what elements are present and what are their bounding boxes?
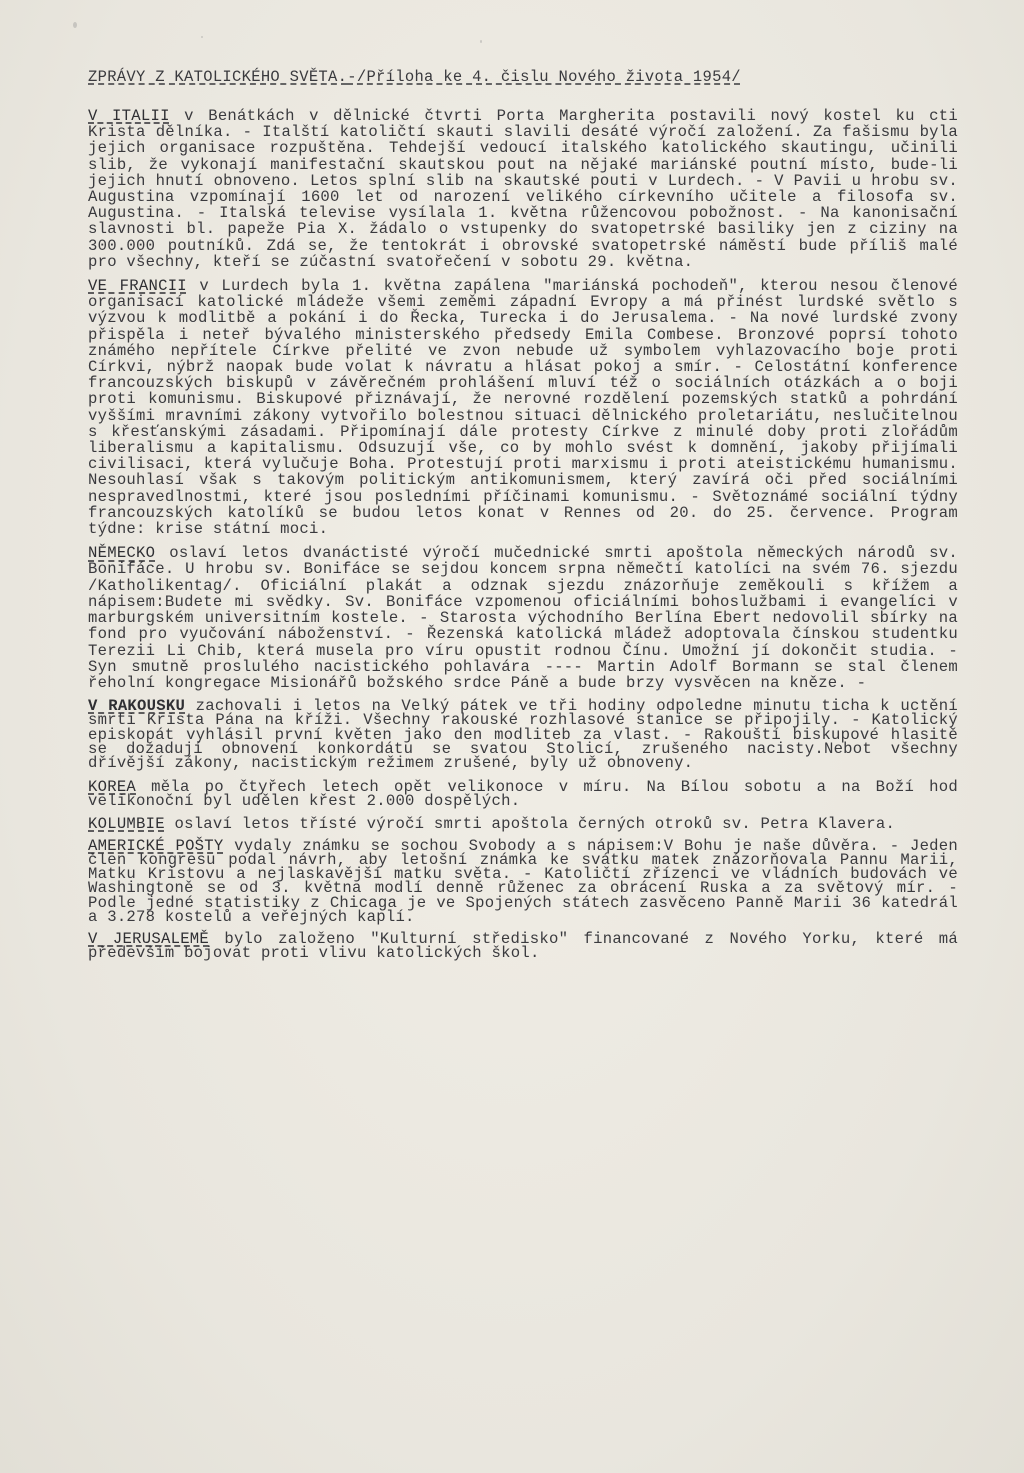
header-title: ZPRÁVY Z KATOLICKÉHO SVĚTA. <box>88 68 348 86</box>
section-heading: AMERICKÉ POŠTY <box>88 836 224 855</box>
section-france <box>88 278 958 537</box>
section-italy <box>88 108 958 270</box>
paper-speck <box>73 22 77 28</box>
section-jerusalem <box>88 929 958 963</box>
section-heading: V JERUSALEMĚ <box>88 929 210 948</box>
article-body <box>88 108 958 968</box>
section-text: oslaví letos dvanáctisté výročí mučednické smrti apoštola německých národů sv. Bonifáce. U hrobu sv. Bonifáce se sejdou koncem srpna němečtí katolíci na svém 76. sjezdu /Katholikentag/. Oficiální plakát a odznak sjezdu znázorňuje zeměkouli s křížem a nápisem:Budete mi svědky. Sv. Bonifáce vzpomenou oficiálními bohoslužbami i evangelíci v marburgském universitním kostele. - Starosta východního Berlína Ebert nedovolil sbírky na fond pro vyučování náboženství. - Řezenská katolická mládež adoptovala čínskou studentku Terezii Li Chib, která musela pro víru opustit rodnou Čínu. Umožní jí dokončit studia. - Syn smutně proslulého nacistického pohlavára ---- Martin Adolf Bormann se stal členem řeholní kongregace Misionářů božského srdce Páně a bude brzy vysvěcen na kněze. - <box>88 544 958 692</box>
section-germany <box>88 545 958 691</box>
section-korea <box>88 778 958 811</box>
section-heading: KOREA <box>88 778 137 797</box>
section-heading: V ITALII <box>88 107 170 125</box>
section-heading: VE FRANCII <box>88 277 187 296</box>
section-usa <box>88 836 958 926</box>
section-colombia <box>88 814 958 833</box>
section-text: bylo založeno "Kulturní středisko" financované z Nového Yorku, které má především bojovat proti vlivu katolických škol. <box>88 929 958 963</box>
section-text: vydaly známku se sochou Svobody a s nápisem:V Bohu je naše důvěra. - Jeden člen kongresu podal návrh, aby letošní známka ke svátku matek znázorňovala Pannu Marii, Matku Kristovu a nejlaskavější matku světa. - Katoličtí zřízenci ve vládních budovách ve Washingtoně se od 3. května modlí denně růženec za obrácení Ruska a za světový mír. - Podle jedné statistiky z Chicaga je ve Spojených státech zasvěceno Panně Marii 36 katedrál a 3.278 kostelů a veřejných kaplí. <box>88 836 958 926</box>
section-text: v Benátkách v dělnické čtvrti Porta Margherita postavili nový kostel ku cti Krista dělníka. - Italští katoličtí skauti slavili desáté výročí založení. Za fašismu byla jejich organisace rozpuštěna. Tehdejší vedoucí italského katolického skautingu, učinili slib, že vykonají manifestační skautskou pout na nějaké mariánské poutní místo, bude-li jejich hnutí obnoveno. Letos splní slib na skautské pouti v Lurdech. - V Pavii u hrobu sv. Augustina vzpomínají 1600 let od narození velikého církevního učitele a filosofa sv. Augustina. - Italská televise vysílala 1. května růžencovou pobožnost. - Na kanonisační slavnosti bl. papeže Pia X. žádalo o vstupenky do svatopetrské basiliky jen z ciziny na 300.000 poutníků. Zdá se, že tentokrát i obrovské svatopetrské náměstí bude příliš malé pro všechny, kteří se zúčastní svatořečení v sobotu 29. května. <box>88 107 958 271</box>
section-austria <box>88 699 958 770</box>
section-heading: KOLUMBIE <box>88 814 165 833</box>
page-header <box>88 68 948 86</box>
paper-speck <box>201 36 203 38</box>
header-supplement: -/Příloha ke 4. čislu Nového života 1954/ <box>347 68 741 86</box>
section-text: měla po čtyřech letech opět velikonoce v míru. Na Bílou sobotu a na Boží hod velikonoční byl udělen křest 2.000 dospělých. <box>88 778 958 811</box>
section-heading: V RAKOUSKU <box>88 697 186 716</box>
section-text: oslaví letos třísté výročí smrti apoštola černých otroků sv. Petra Klavera. <box>164 814 896 833</box>
paper-speck <box>480 40 482 43</box>
section-text: v Lurdech byla 1. května zapálena "mariánská pochodeň", kterou nesou členové organisací katolické mládeže všemi zeměmi západní Evropy a má přinést lurdské světlo s výzvou k modlitbě a pokání i do Řecka, Turecka i do Jerusalema. - Na nové lurdské zvony přispěla i neteř bývalého ministerského předsedy Emila Combese. Bronzové poprsí tohoto známého nepřítele Církve přelité ve zvon nebude už symbolem vyhlazovacího boje proti Církvi, nýbrž naopak bude volat k návratu a hlásat pokoj a smír. - Celostátní konference francouzských biskupů v závěrečném prohlášení mluví též o sociálních otázkách a o boji proti komunismu. Biskupové přiznávají, že nerovné rozdělení pozemských statků a pohrdání vyššími mravními zákony vytvořilo bolestnou situaci dělnického proletariátu, neslučitelnou s křesťanskými zásadami. Připomínají dále protesty Církve z minulé doby proti zlořádům liberalismu a kapitalismu. Odsuzují vše, co by mohlo svést k domnění, jakoby přijímali civilisaci, která vylučuje Boha. Protestují proti marxismu i proti ateistickému humanismu. Nesouhlasí však s takovým politickým antikomunismem, který zavírá oči před sociálními nespravedlnostmi, které jsou posledními příčinami komunismu. - Světoznámé sociální týdny francouzských katolíků se budou letos konat v Rennes od 20. do 25. července. Program týdne: krise státní moci. <box>88 277 958 539</box>
section-heading: NĚMECKO <box>88 544 156 563</box>
section-text: zachovali i letos na Velký pátek ve tři hodiny odpoledne minutu ticha k uctění smrti Krista Pána na kříži. Všechny rakouské rozhlasové stanice se připojily. - Katolický episkopát vyhlásil první květen jako den modliteb za vlast. - Rakouští biskupové hlasitě se dožadují obnovení konkordátu se svatou Stolicí, zrušeného nacisty.Nebot všechny dřívější zákony, nacistickým režimem zrušené, byly už obnoveny. <box>88 697 959 772</box>
